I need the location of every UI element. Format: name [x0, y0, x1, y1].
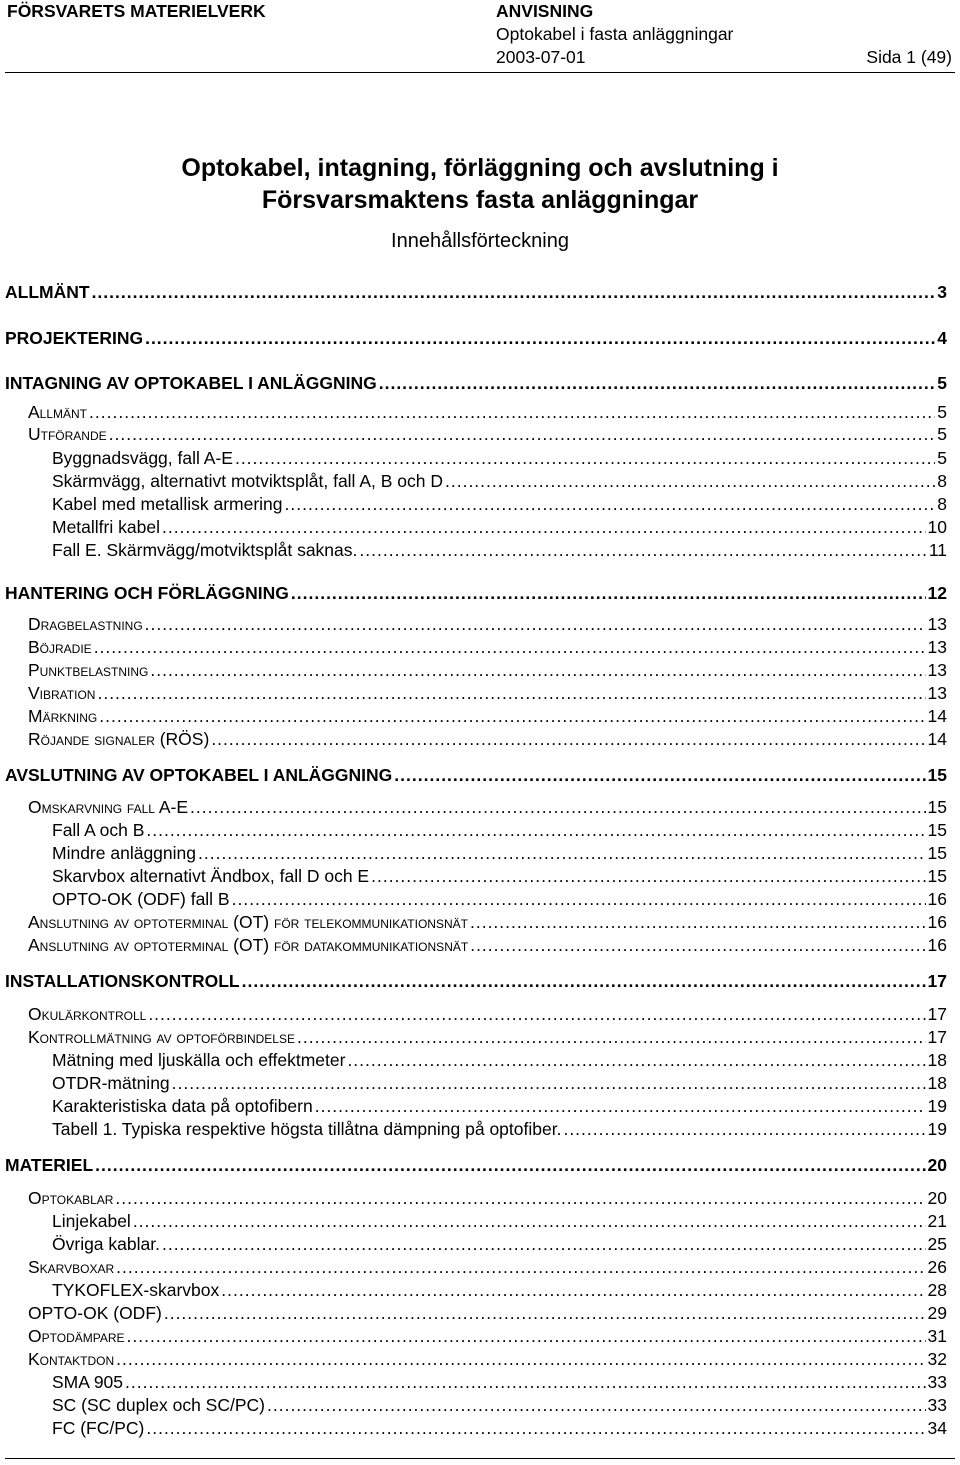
toc-entry-label: OPTO-OK (ODF): [28, 1303, 162, 1323]
toc-dot-leader: [116, 1257, 925, 1278]
toc-entry-page: 33: [927, 1395, 947, 1415]
toc-entry-label: Optokablar: [28, 1188, 114, 1208]
toc-entry-label: MATERIEL: [5, 1155, 94, 1175]
toc-entry-label: Skarvbox alternativt Ändbox, fall D och E: [52, 866, 370, 886]
document-title-line-2: Försvarsmaktens fasta anläggningar: [261, 186, 699, 214]
toc-entry-page: 8: [937, 494, 947, 514]
toc-entry[interactable]: [0, 820, 947, 841]
toc-dot-leader: [92, 282, 936, 303]
toc-entry[interactable]: [0, 1004, 947, 1025]
toc-entry-label: Utförande: [28, 424, 107, 444]
toc-entry[interactable]: [0, 540, 947, 561]
toc-entry-page: 4: [937, 328, 947, 348]
toc-dot-leader: [211, 729, 925, 750]
toc-entry-page: 20: [927, 1155, 947, 1175]
toc-entry-label: ALLMÄNT: [5, 282, 90, 302]
toc-entry-page: 17: [927, 1027, 947, 1047]
toc-entry[interactable]: [0, 1372, 947, 1393]
toc-entry-page: 15: [927, 843, 947, 863]
toc-entry[interactable]: [0, 1027, 947, 1048]
toc-dot-leader: [164, 1303, 926, 1324]
toc-entry-label: PROJEKTERING: [5, 328, 144, 348]
page-header: [0, 0, 960, 74]
toc-entry-page: 25: [927, 1234, 947, 1254]
toc-entry-page: 19: [927, 1119, 947, 1139]
toc-entry-page: 16: [927, 935, 947, 955]
toc-entry-page: 26: [927, 1257, 947, 1277]
toc-dot-leader: [133, 1211, 926, 1232]
toc-entry-label: Byggnadsvägg, fall A-E: [52, 448, 233, 468]
toc-entry-page: 3: [937, 282, 947, 302]
toc-entry-page: 31: [927, 1326, 947, 1346]
toc-entry-page: 15: [927, 797, 947, 817]
footer-divider: [5, 1458, 955, 1459]
toc-entry-page: 20: [927, 1188, 947, 1208]
toc-dot-leader: [146, 820, 925, 841]
toc-entry[interactable]: [0, 328, 947, 349]
toc-dot-leader: [470, 912, 926, 933]
toc-entry[interactable]: [0, 614, 947, 635]
toc-entry[interactable]: [0, 1234, 947, 1255]
toc-dot-leader: [94, 637, 926, 658]
toc-entry[interactable]: [0, 1349, 947, 1370]
document-title: [0, 152, 960, 216]
toc-entry-label: Karakteristiska data på optofibern: [52, 1096, 313, 1116]
toc-dot-leader: [198, 843, 926, 864]
toc-dot-leader: [563, 1119, 925, 1140]
toc-entry-page: 5: [937, 448, 947, 468]
toc-entry-page: 13: [927, 637, 947, 657]
toc-entry-page: 12: [927, 583, 947, 603]
toc-entry-label: Linjekabel: [52, 1211, 131, 1231]
toc-entry[interactable]: [0, 1188, 947, 1209]
toc-entry[interactable]: [0, 583, 947, 604]
toc-entry-page: 5: [937, 373, 947, 393]
toc-entry-page: 17: [927, 971, 947, 991]
toc-entry-label: SC (SC duplex och SC/PC): [52, 1395, 265, 1415]
toc-entry[interactable]: [0, 494, 947, 515]
document-date: 2003-07-01: [496, 47, 586, 67]
toc-entry-label: INTAGNING AV OPTOKABEL I ANLÄGGNING: [5, 373, 377, 393]
toc-entry-page: 32: [927, 1349, 947, 1369]
toc-entry-page: 5: [937, 402, 947, 422]
toc-entry[interactable]: [0, 843, 947, 864]
toc-entry[interactable]: [0, 471, 947, 492]
header-divider: [5, 72, 955, 73]
toc-entry[interactable]: [0, 729, 947, 750]
toc-entry-page: 15: [927, 765, 947, 785]
toc-entry[interactable]: [0, 889, 947, 910]
toc-entry-label: SMA 905: [52, 1372, 124, 1392]
toc-entry[interactable]: [0, 1096, 947, 1117]
toc-dot-leader: [285, 494, 936, 515]
toc-entry-page: 8: [937, 471, 947, 491]
toc-entry-label: INSTALLATIONSKONTROLL: [5, 971, 240, 991]
toc-dot-leader: [115, 1188, 925, 1209]
toc-entry-page: 18: [927, 1073, 947, 1093]
toc-entry-label: Vibration: [28, 683, 96, 703]
toc-entry-page: 14: [927, 706, 947, 726]
toc-entry-label: Märkning: [28, 706, 98, 726]
toc-entry-label: Skärmvägg, alternativt motviktsplåt, fall A, B och D: [52, 471, 443, 491]
toc-dot-leader: [470, 935, 925, 956]
toc-entry-label: Dragbelastning: [28, 614, 143, 634]
toc-heading: Innehållsförteckning: [391, 230, 569, 252]
toc-entry-label: Kontrollmätning av optoförbindelse: [28, 1027, 295, 1047]
toc-dot-leader: [190, 797, 926, 818]
toc-dot-leader: [291, 583, 926, 604]
toc-dot-leader: [145, 328, 935, 349]
toc-entry-label: TYKOFLEX-skarvbox: [52, 1280, 220, 1300]
toc-entry-page: 15: [927, 820, 947, 840]
toc-dot-leader: [235, 448, 935, 469]
toc-dot-leader: [347, 1050, 925, 1071]
toc-entry-label: Röjande signaler (RÖS): [28, 729, 210, 749]
toc-dot-leader: [172, 1073, 926, 1094]
document-type: ANVISNING: [496, 1, 594, 21]
toc-entry-page: 10: [927, 517, 947, 537]
toc-entry-label: Kabel med metallisk armering: [52, 494, 283, 514]
toc-entry-label: OPTO-OK (ODF) fall B: [52, 889, 230, 909]
toc-dot-leader: [297, 1027, 926, 1048]
toc-entry-label: Okulärkontroll: [28, 1004, 147, 1024]
toc-entry[interactable]: [0, 402, 947, 423]
toc-entry-page: 17: [927, 1004, 947, 1024]
toc-entry-label: HANTERING OCH FÖRLÄGGNING: [5, 583, 289, 603]
toc-entry-label: OTDR-mätning: [52, 1073, 170, 1093]
toc-entry[interactable]: [0, 1326, 947, 1347]
toc-entry-page: 16: [927, 912, 947, 932]
toc-entry[interactable]: [0, 660, 947, 681]
toc-dot-leader: [445, 471, 935, 492]
toc-entry-label: Mätning med ljuskälla och effektmeter: [52, 1050, 346, 1070]
toc-entry-label: Böjradie: [28, 637, 92, 657]
toc-dot-leader: [359, 540, 926, 561]
toc-entry[interactable]: [0, 1155, 947, 1176]
toc-entry-label: Fall A och B: [52, 820, 145, 840]
toc-entry-label: Optodämpare: [28, 1326, 125, 1346]
toc-entry[interactable]: [0, 448, 947, 469]
toc-dot-leader: [267, 1395, 926, 1416]
toc-entry-label: Skarvboxar: [28, 1257, 115, 1277]
toc-dot-leader: [89, 402, 935, 423]
toc-entry-label: Tabell 1. Typiska respektive högsta tillåtna dämpning på optofiber.: [52, 1119, 562, 1139]
organization-name: FÖRSVARETS MATERIELVERK: [7, 1, 266, 21]
toc-entry-label: Omskarvning fall A-E: [28, 797, 189, 817]
toc-entry-page: 21: [927, 1211, 947, 1231]
toc-entry[interactable]: [0, 1418, 947, 1439]
toc-dot-leader: [116, 1349, 925, 1370]
toc-entry[interactable]: [0, 1050, 947, 1071]
toc-entry-label: Fall E. Skärmvägg/motviktsplåt saknas.: [52, 540, 358, 560]
toc-dot-leader: [242, 971, 926, 992]
page-number: Sida 1 (49): [866, 47, 952, 67]
toc-entry-page: 11: [928, 540, 947, 560]
toc-entry-label: AVSLUTNING AV OPTOKABEL I ANLÄGGNING: [5, 765, 393, 785]
toc-dot-leader: [232, 889, 926, 910]
toc-entry[interactable]: [0, 765, 947, 786]
toc-entry-page: 5: [937, 424, 947, 444]
toc-dot-leader: [150, 660, 925, 681]
toc-entry-label: FC (FC/PC): [52, 1418, 145, 1438]
toc-entry[interactable]: [0, 637, 947, 658]
toc-entry-page: 28: [927, 1280, 947, 1300]
toc-dot-leader: [148, 1004, 925, 1025]
toc-entry[interactable]: [0, 797, 947, 818]
toc-entry-page: 15: [927, 866, 947, 886]
toc-entry-page: 13: [927, 683, 947, 703]
toc-dot-leader: [109, 424, 936, 445]
toc-entry-page: 19: [927, 1096, 947, 1116]
toc-dot-leader: [379, 373, 936, 394]
toc-entry[interactable]: [0, 1119, 947, 1140]
toc-entry[interactable]: [0, 1073, 947, 1094]
toc-entry[interactable]: [0, 683, 947, 704]
toc-dot-leader: [162, 517, 926, 538]
toc-entry-label: Anslutning av optoterminal (OT) för datakommunikationsnät: [28, 935, 469, 955]
toc-entry-page: 34: [927, 1418, 947, 1438]
toc-entry-page: 13: [927, 614, 947, 634]
toc-entry[interactable]: [0, 424, 947, 445]
toc-dot-leader: [315, 1096, 926, 1117]
toc-entry[interactable]: [0, 1211, 947, 1232]
toc-entry-page: 18: [927, 1050, 947, 1070]
toc-dot-leader: [99, 706, 925, 727]
toc-entry-page: 14: [927, 729, 947, 749]
toc-entry-label: Metallfri kabel: [52, 517, 160, 537]
toc-dot-leader: [162, 1234, 926, 1255]
toc-entry-page: 16: [927, 889, 947, 909]
toc-dot-leader: [127, 1326, 926, 1347]
toc-entry-label: Mindre anläggning: [52, 843, 196, 863]
toc-entry-label: Anslutning av optoterminal (OT) för telekommunikationsnät: [28, 912, 468, 932]
toc-entry[interactable]: [0, 935, 947, 956]
toc-entry[interactable]: [0, 706, 947, 727]
toc-dot-leader: [145, 614, 926, 635]
toc-entry[interactable]: [0, 282, 947, 303]
header-document-title: Optokabel i fasta anläggningar: [496, 24, 734, 44]
toc-entry-page: 13: [927, 660, 947, 680]
toc-dot-leader: [125, 1372, 926, 1393]
toc-entry[interactable]: [0, 1395, 947, 1416]
toc-entry-label: Övriga kablar.: [52, 1234, 160, 1254]
toc-entry[interactable]: [0, 1303, 947, 1324]
toc-entry-label: Allmänt: [28, 402, 88, 422]
toc-entry[interactable]: [0, 1280, 947, 1301]
toc-entry[interactable]: [0, 971, 947, 992]
toc-dot-leader: [146, 1418, 925, 1439]
toc-entry[interactable]: [0, 912, 947, 933]
toc-entry-label: Punktbelastning: [28, 660, 149, 680]
toc-dot-leader: [95, 1155, 925, 1176]
toc-dot-leader: [221, 1280, 925, 1301]
toc-entry[interactable]: [0, 1257, 947, 1278]
toc-entry[interactable]: [0, 866, 947, 887]
document-title-line-1: Optokabel, intagning, förläggning och avslutning i: [181, 154, 779, 182]
toc-dot-leader: [394, 765, 925, 786]
toc-entry-page: 33: [927, 1372, 947, 1392]
toc-dot-leader: [97, 683, 925, 704]
toc-entry[interactable]: [0, 373, 947, 394]
toc-entry-label: Kontaktdon: [28, 1349, 115, 1369]
toc-dot-leader: [371, 866, 925, 887]
toc-entry-page: 29: [927, 1303, 947, 1323]
toc-entry[interactable]: [0, 517, 947, 538]
